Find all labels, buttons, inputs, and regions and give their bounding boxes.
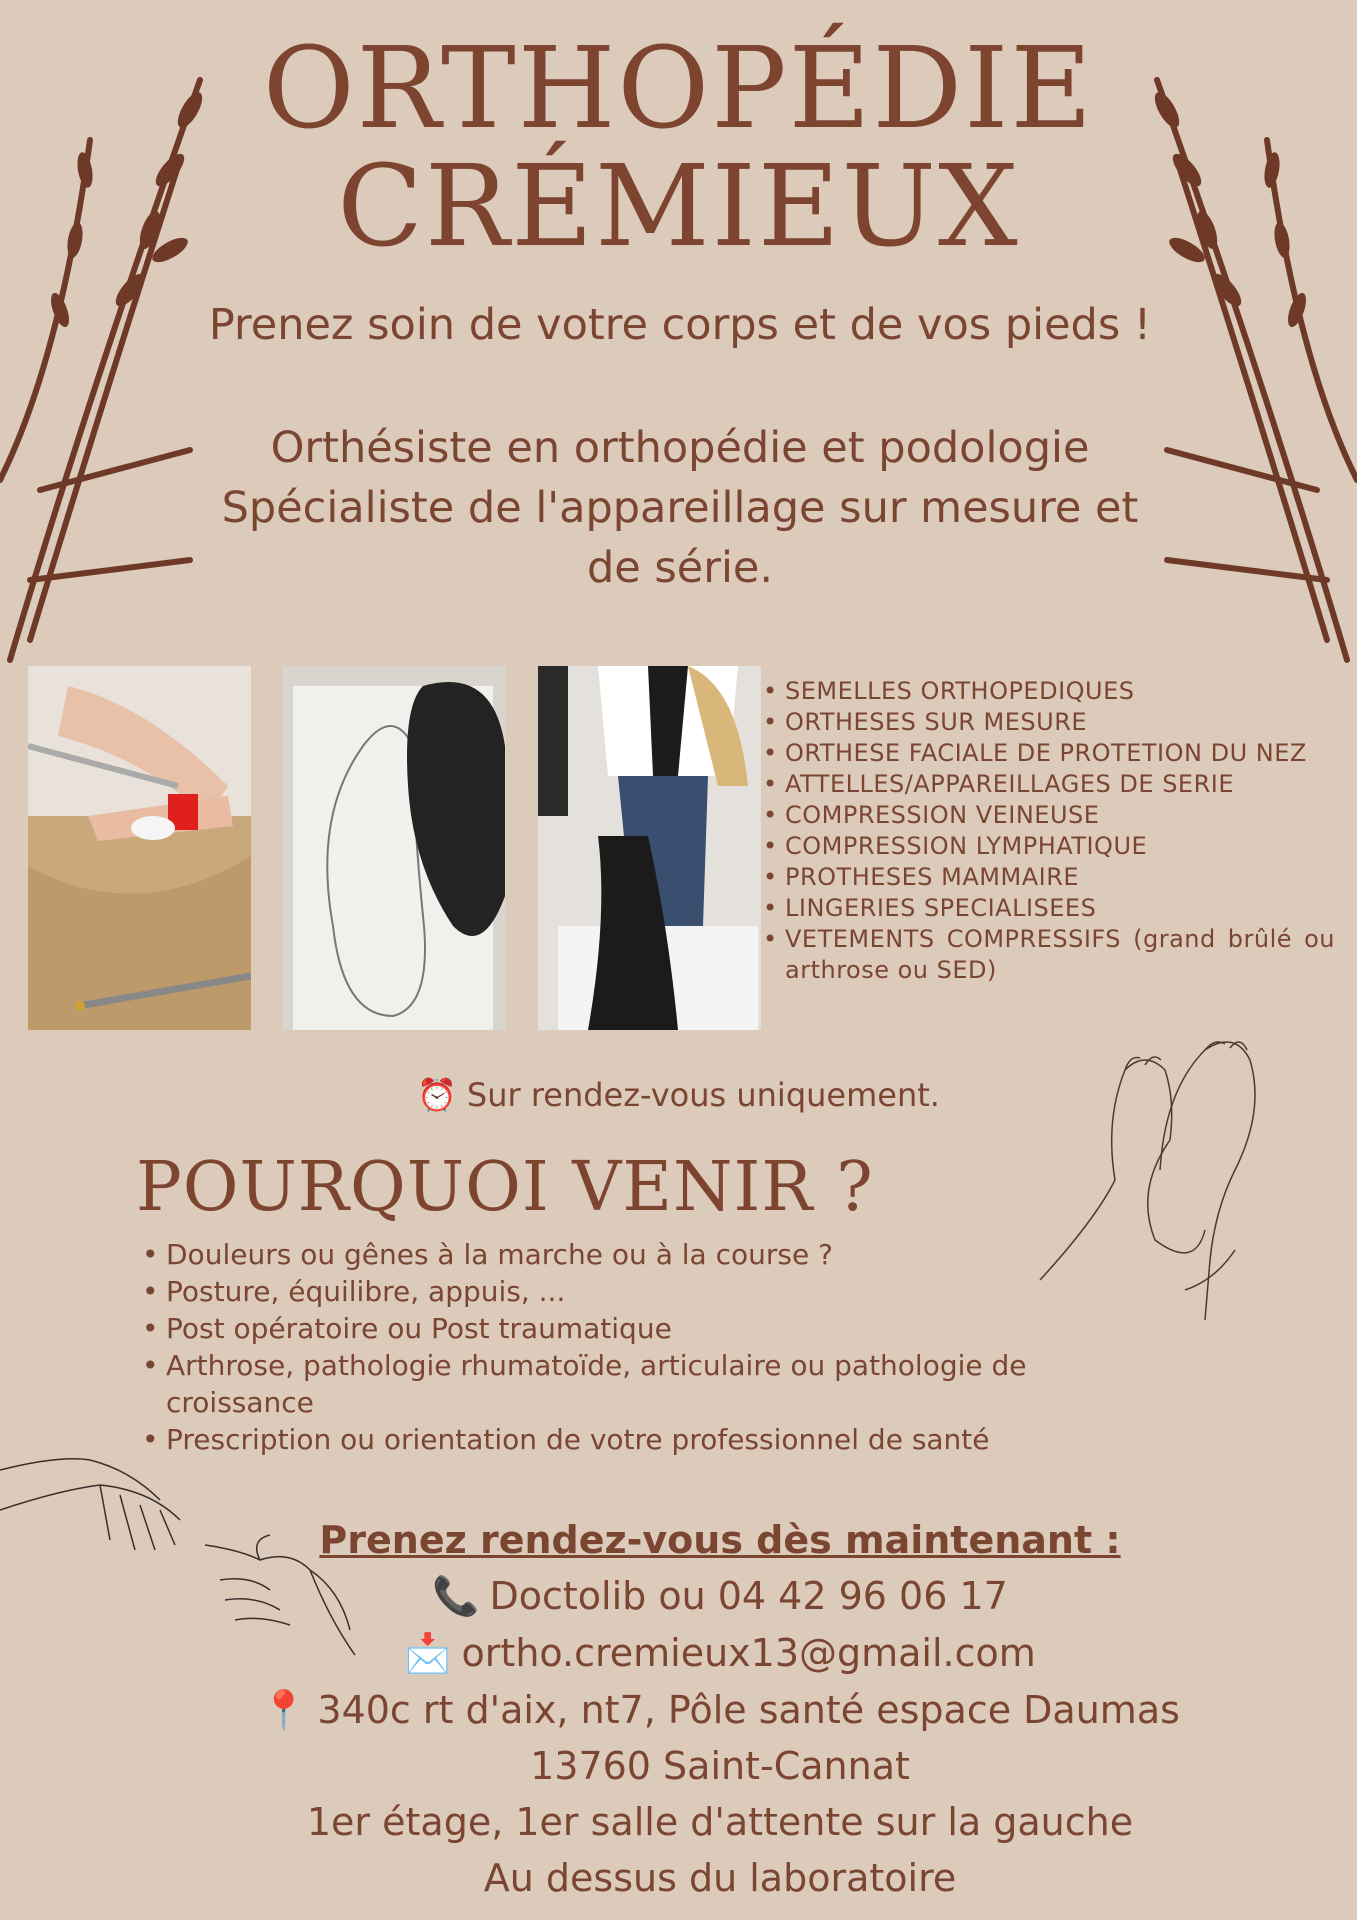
service-item: • LINGERIES SPECIALISEES bbox=[761, 893, 1335, 924]
appointment-note-text: Sur rendez-vous uniquement. bbox=[466, 1076, 940, 1114]
photo-insole bbox=[283, 666, 506, 1030]
phone-line bbox=[180, 1568, 1260, 1624]
subtitle-line-2: Spécialiste de l'appareillage sur mesure et bbox=[221, 483, 1139, 533]
email-line bbox=[180, 1625, 1260, 1681]
reason-item: • Arthrose, pathologie rhumatoïde, articulaire ou pathologie de croissance bbox=[140, 1347, 1090, 1421]
subtitle-line-3: de série. bbox=[586, 543, 774, 593]
email-text[interactable]: ortho.cremieux13@gmail.com bbox=[461, 1631, 1036, 1675]
tagline: Prenez soin de votre corps et de vos pieds ! bbox=[208, 300, 1152, 350]
address-text-1: 340c rt d'aix, nt7, Pôle santé espace Daumas bbox=[317, 1688, 1180, 1732]
address-line-2: 13760 Saint-Cannat bbox=[530, 1744, 910, 1788]
service-item: • PROTHESES MAMMAIRE bbox=[761, 862, 1335, 893]
inbox-icon: 📩 bbox=[404, 1631, 452, 1675]
service-item: • SEMELLES ORTHOPEDIQUES bbox=[761, 676, 1335, 707]
reason-item: • Post opératoire ou Post traumatique bbox=[140, 1310, 1090, 1347]
alarm-clock-icon: ⏰ bbox=[417, 1076, 457, 1114]
phone-text[interactable]: Doctolib ou 04 42 96 06 17 bbox=[489, 1574, 1008, 1618]
title-line-2: CRÉMIEUX bbox=[337, 142, 1020, 272]
address-line-4: Au dessus du laboratoire bbox=[483, 1856, 957, 1900]
photo-finger-splint bbox=[28, 666, 251, 1030]
reason-item: • Posture, équilibre, appuis, ... bbox=[140, 1273, 1090, 1310]
title-line-1: ORTHOPÉDIE bbox=[262, 24, 1095, 154]
service-item: • ORTHESE FACIALE DE PROTETION DU NEZ bbox=[761, 738, 1335, 769]
service-item: • VETEMENTS COMPRESSIFS (grand brûlé ou arthrose ou SED) bbox=[761, 924, 1335, 986]
service-item: • COMPRESSION VEINEUSE bbox=[761, 800, 1335, 831]
subtitle-line-1: Orthésiste en orthopédie et podologie bbox=[270, 423, 1090, 473]
reason-item: • Prescription ou orientation de votre professionnel de santé bbox=[140, 1421, 1090, 1458]
reasons-list bbox=[140, 1236, 1090, 1458]
service-item: • COMPRESSION LYMPHATIQUE bbox=[761, 831, 1335, 862]
cta-heading: Prenez rendez-vous dès maintenant : bbox=[319, 1518, 1121, 1562]
address-line-1 bbox=[180, 1682, 1260, 1738]
why-title: POURQUOI VENIR ? bbox=[136, 1148, 874, 1227]
service-item: • ATTELLES/APPAREILLAGES DE SERIE bbox=[761, 769, 1335, 800]
phone-icon: 📞 bbox=[432, 1574, 480, 1618]
pin-icon: 📍 bbox=[260, 1688, 308, 1732]
service-item: • ORTHESES SUR MESURE bbox=[761, 707, 1335, 738]
services-list bbox=[761, 676, 1335, 986]
reason-item: • Douleurs ou gênes à la marche ou à la course ? bbox=[140, 1236, 1090, 1273]
photo-compression-fitting bbox=[538, 666, 761, 1030]
hand-left-line-art bbox=[0, 1450, 200, 1560]
address-line-3: 1er étage, 1er salle d'attente sur la gauche bbox=[306, 1800, 1134, 1844]
